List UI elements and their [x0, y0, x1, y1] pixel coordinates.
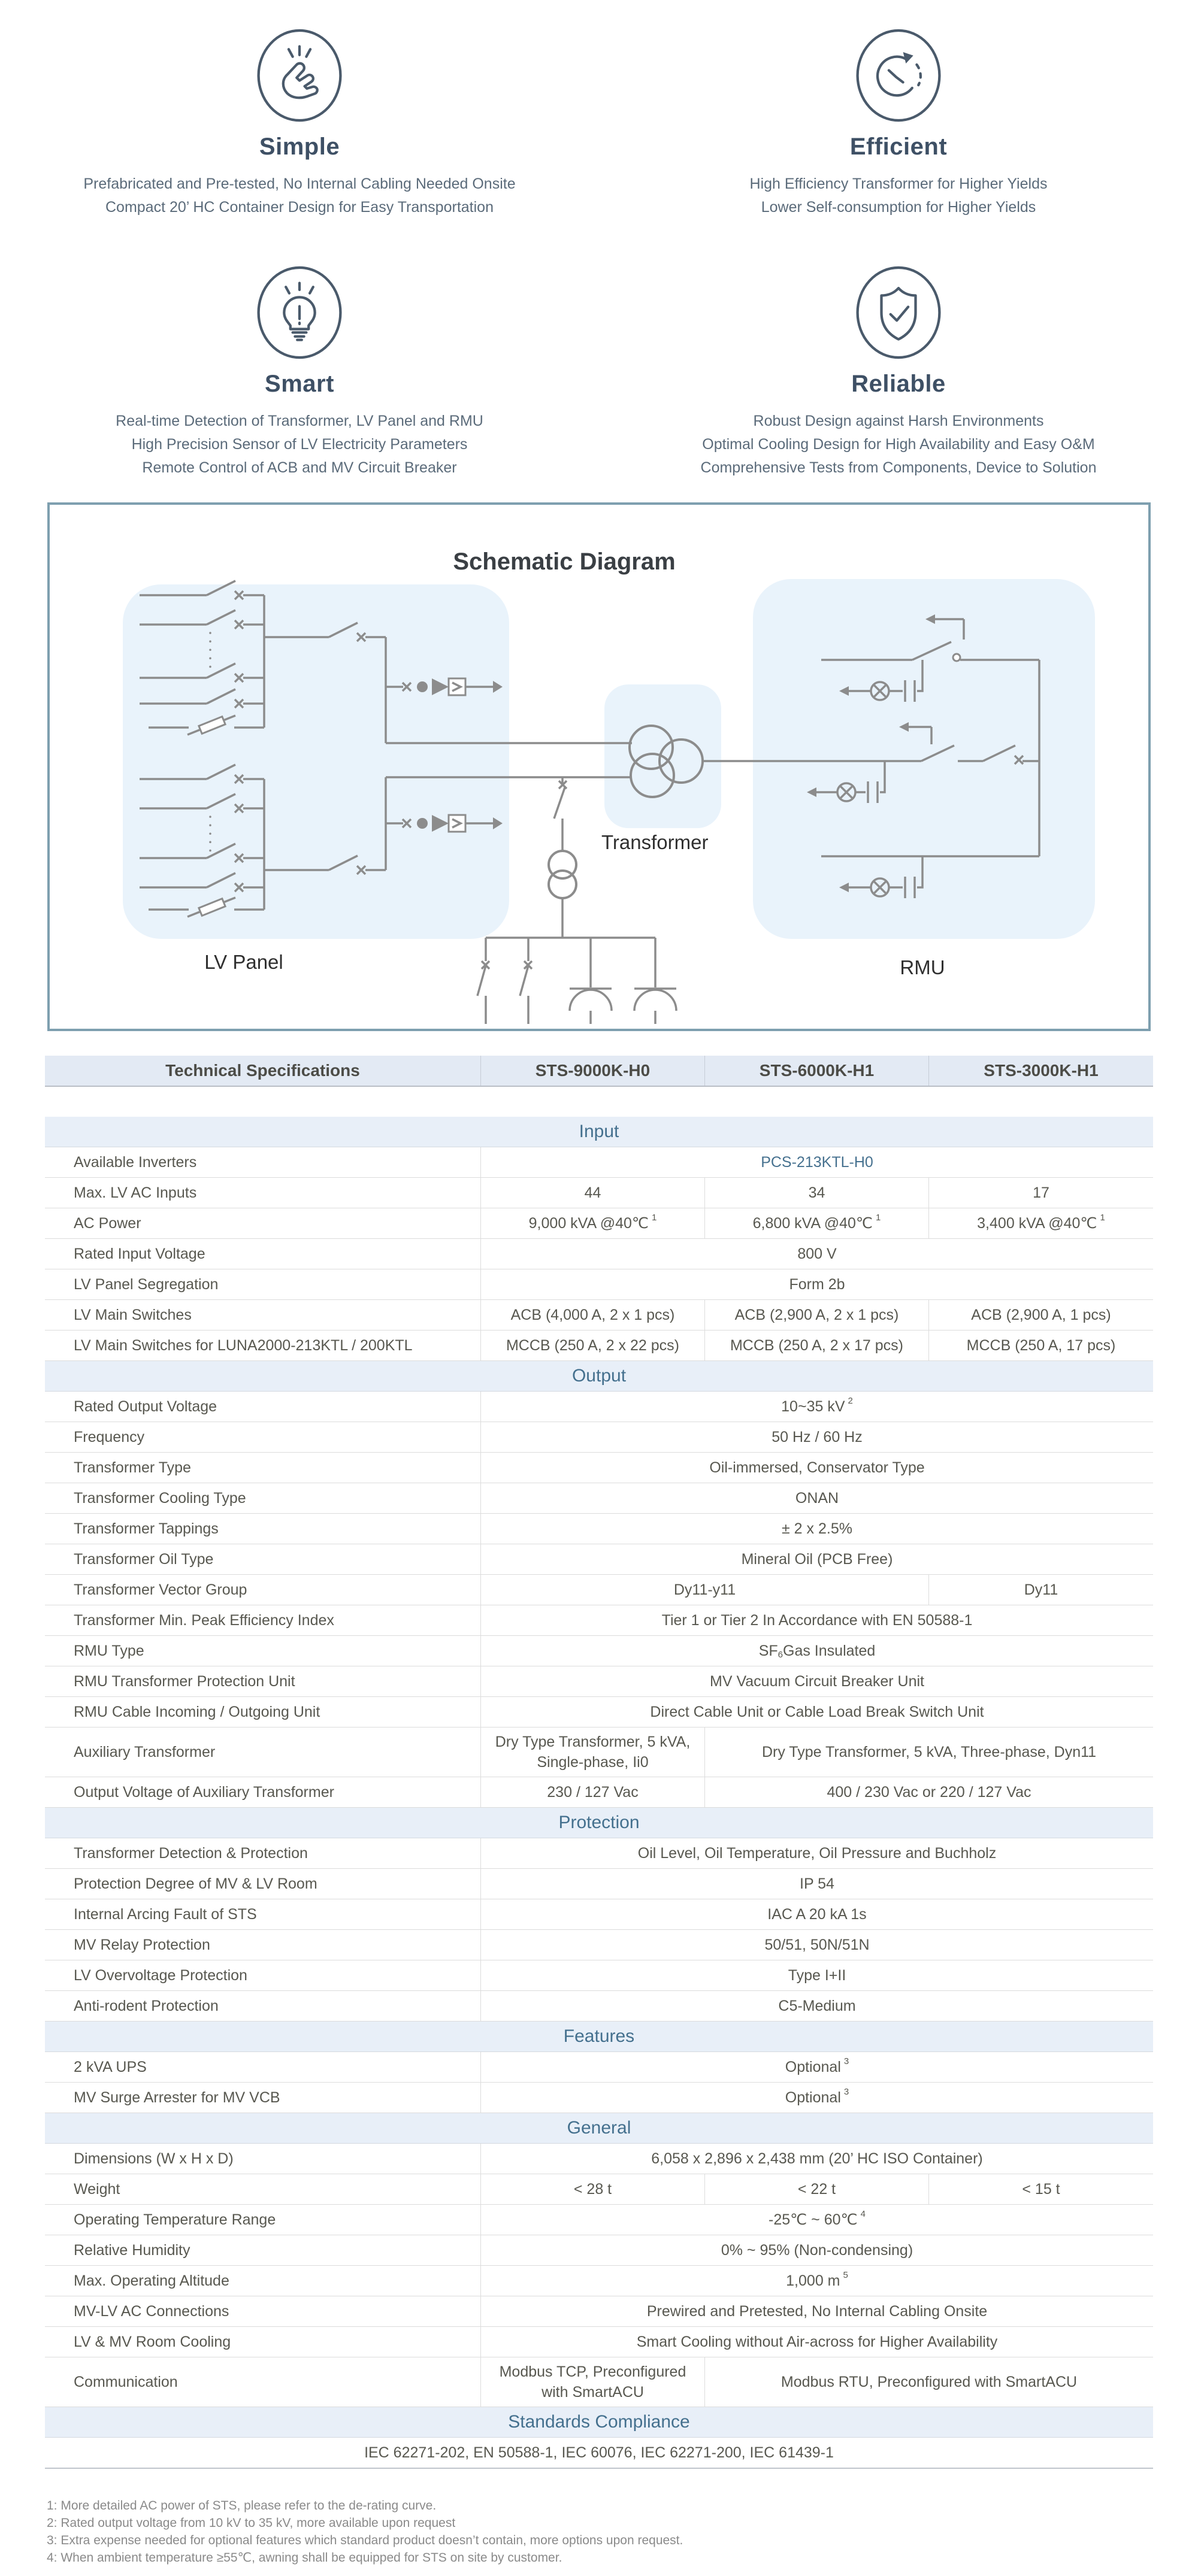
- spec-row: [45, 1392, 1153, 1422]
- spec-label: Transformer Oil Type: [74, 1551, 214, 1568]
- spec-label: Communication: [74, 2374, 178, 2390]
- spec-value: PCS-213KTL-H0: [480, 1147, 1153, 1177]
- spec-label: Max. Operating Altitude: [74, 2272, 229, 2289]
- spec-row: [45, 1899, 1153, 1930]
- header-sts-3000k-h1: STS-3000K-H1: [928, 1056, 1153, 1086]
- spec-value: Mineral Oil (PCB Free): [480, 1544, 1153, 1574]
- spec-row: [45, 1605, 1153, 1636]
- clock-icon: [853, 27, 944, 124]
- spec-row: [45, 1697, 1153, 1728]
- spec-value: 10~35 kV $^2$: [480, 1392, 1153, 1422]
- shield-check-icon: [853, 264, 944, 361]
- spec-label: MV Surge Arrester for MV VCB: [74, 2089, 280, 2106]
- spec-value: 50/51, 50N/51N: [480, 1930, 1153, 1960]
- spec-label: Transformer Vector Group: [74, 1581, 247, 1598]
- spec-value: Tier 1 or Tier 2 In Accordance with EN 50588-1: [480, 1605, 1153, 1635]
- feature-title: Efficient: [849, 134, 948, 160]
- spec-value: MV Vacuum Circuit Breaker Unit: [480, 1666, 1153, 1696]
- spec-label: LV & MV Room Cooling: [74, 2333, 231, 2350]
- spec-label: Transformer Cooling Type: [74, 1490, 246, 1507]
- spec-value: MCCB (250 A, 2 x 22 pcs): [480, 1331, 704, 1360]
- spec-value: Modbus RTU, Preconfigured with SmartACU: [704, 2357, 1153, 2407]
- spec-value: < 15 t: [928, 2174, 1153, 2204]
- spec-row: [45, 1991, 1153, 2022]
- spec-row: [45, 1300, 1153, 1331]
- spec-value: 44: [480, 1178, 704, 1208]
- spec-label: Transformer Type: [74, 1459, 191, 1476]
- spec-label: LV Main Switches: [74, 1307, 192, 1323]
- spec-row: [45, 1728, 1153, 1777]
- footnote: 3: Extra expense needed for optional features which standard product doesn’t contain, more options upon request.: [47, 2533, 683, 2547]
- header-sts-9000k-h0: STS-9000K-H0: [480, 1056, 704, 1086]
- spec-label: Operating Temperature Range: [74, 2211, 276, 2228]
- spec-value: Type I+II: [480, 1960, 1153, 1990]
- spec-label: Frequency: [74, 1429, 145, 1445]
- feature-efficient: [599, 27, 1198, 219]
- spec-value: 17: [928, 1178, 1153, 1208]
- spec-row: [45, 1147, 1153, 1178]
- spec-value: 400 / 230 Vac or 220 / 127 Vac: [704, 1777, 1153, 1807]
- feature-description: Robust Design against Harsh Environments Optimal Cooling Design for High Availability and Easy O&M Comprehensive Tests from Components, Device to Solution: [700, 413, 1097, 476]
- spec-value: Dry Type Transformer, 5 kVA, Three-phase, Dyn11: [704, 1728, 1153, 1777]
- spec-label: Weight: [74, 2181, 120, 2198]
- spec-row: [45, 1483, 1153, 1514]
- spec-value: 800 V: [480, 1239, 1153, 1269]
- spec-value: Oil Level, Oil Temperature, Oil Pressure and Buchholz: [480, 1838, 1153, 1868]
- spec-row: [45, 1269, 1153, 1300]
- spec-value: < 28 t: [480, 2174, 704, 2204]
- spec-value: 50 Hz / 60 Hz: [480, 1422, 1153, 1452]
- spec-value: 6,058 x 2,896 x 2,438 mm (20’ HC ISO Container): [480, 2144, 1153, 2174]
- lightbulb-icon: [254, 264, 345, 361]
- feature-description: Prefabricated and Pre-tested, No Internal Cabling Needed Onsite Compact 20’ HC Container Design for Easy Transportation: [83, 175, 516, 216]
- spec-value: Dy11: [928, 1575, 1153, 1605]
- spec-row: [45, 1453, 1153, 1483]
- feature-smart: [0, 264, 599, 480]
- feature-simple: [0, 27, 599, 219]
- spec-value: MCCB (250 A, 2 x 17 pcs): [704, 1331, 928, 1360]
- header-technical-specifications: Technical Specifications: [165, 1061, 360, 1080]
- footnote: 1: More detailed AC power of STS, please refer to the de-rating curve.: [47, 2499, 437, 2513]
- spec-label: Anti-rodent Protection: [74, 1998, 219, 2014]
- feature-description: High Efficiency Transformer for Higher Yields Lower Self-consumption for Higher Yields: [749, 175, 1048, 216]
- spec-label: MV Relay Protection: [74, 1936, 210, 1953]
- spec-row: [45, 1777, 1153, 1808]
- header-sts-6000k-h1: STS-6000K-H1: [704, 1056, 928, 1086]
- spec-label: RMU Transformer Protection Unit: [74, 1673, 295, 1690]
- spec-value: 230 / 127 Vac: [480, 1777, 704, 1807]
- spec-row: [45, 2174, 1153, 2205]
- spec-row: [45, 1422, 1153, 1453]
- feature-grid: [0, 0, 1198, 480]
- spec-label: Transformer Min. Peak Efficiency Index: [74, 1612, 334, 1629]
- spec-row: [45, 2357, 1153, 2407]
- spec-label: LV Main Switches for LUNA2000-213KTL / 200KTL: [74, 1337, 413, 1354]
- spec-row: [45, 1208, 1153, 1239]
- spec-label: Output Voltage of Auxiliary Transformer: [74, 1784, 334, 1801]
- spec-row: [45, 2327, 1153, 2357]
- spec-row: [45, 1178, 1153, 1208]
- spec-label: Auxiliary Transformer: [74, 1744, 216, 1760]
- spec-value: ACB (2,900 A, 1 pcs): [928, 1300, 1153, 1330]
- rmu-label: RMU: [900, 956, 945, 978]
- spec-label: Protection Degree of MV & LV Room: [74, 1875, 317, 1892]
- spec-label: AC Power: [74, 1215, 141, 1232]
- section-header: Protection: [45, 1808, 1153, 1838]
- feature-description: Real-time Detection of Transformer, LV Panel and RMU High Precision Sensor of LV Electricity Parameters Remote Control of ACB and MV Circuit Breaker: [116, 413, 483, 476]
- spec-row: [45, 2296, 1153, 2327]
- spec-label: 2 kVA UPS: [74, 2059, 147, 2075]
- spec-row: [45, 2438, 1153, 2469]
- spec-row: [45, 2083, 1153, 2113]
- spec-label: Available Inverters: [74, 1154, 197, 1171]
- spec-row: [45, 1838, 1153, 1869]
- spec-label: Relative Humidity: [74, 2242, 190, 2259]
- feature-title: Simple: [259, 134, 340, 160]
- spec-label: Max. LV AC Inputs: [74, 1184, 197, 1201]
- spec-value: Direct Cable Unit or Cable Load Break Switch Unit: [480, 1697, 1153, 1727]
- spec-label: Rated Output Voltage: [74, 1398, 217, 1415]
- feature-title: Smart: [265, 371, 334, 397]
- spec-value: Dy11-y11: [480, 1575, 928, 1605]
- spec-row: [45, 2235, 1153, 2266]
- spec-value: C5-Medium: [480, 1991, 1153, 2021]
- spec-label: RMU Cable Incoming / Outgoing Unit: [74, 1704, 320, 1720]
- spec-value: MCCB (250 A, 17 pcs): [928, 1331, 1153, 1360]
- spec-label: RMU Type: [74, 1642, 144, 1659]
- spec-value: SF $_6$ Gas Insulated: [480, 1636, 1153, 1666]
- spec-row: [45, 2205, 1153, 2235]
- spec-label: MV-LV AC Connections: [74, 2303, 229, 2320]
- spec-row: [45, 1960, 1153, 1991]
- spec-label: LV Panel Segregation: [74, 1276, 219, 1293]
- spec-row: [45, 1575, 1153, 1605]
- spec-row: [45, 2266, 1153, 2296]
- footnote: 4: When ambient temperature ≥55℃, awning shall be equipped for STS on site by customer.: [47, 2551, 562, 2565]
- spec-row: [45, 1331, 1153, 1361]
- spec-row: [45, 2144, 1153, 2174]
- spec-value: ACB (2,900 A, 2 x 1 pcs): [704, 1300, 928, 1330]
- spec-value: < 22 t: [704, 2174, 928, 2204]
- spec-label: Transformer Detection & Protection: [74, 1845, 308, 1862]
- schematic-diagram: [47, 502, 1151, 1031]
- spec-value: 3,400 kVA @40℃ $^1$: [928, 1208, 1153, 1238]
- footnotes: [47, 2497, 1198, 2566]
- feature-reliable: [599, 264, 1198, 480]
- section-header: Features: [45, 2022, 1153, 2052]
- spec-label: Rated Input Voltage: [74, 1245, 205, 1262]
- spec-row: [45, 1514, 1153, 1544]
- spec-value: 34: [704, 1178, 928, 1208]
- spec-value: Form 2b: [480, 1269, 1153, 1299]
- spec-label: Dimensions (W x H x D): [74, 2150, 234, 2167]
- spec-value: Prewired and Pretested, No Internal Cabling Onsite: [480, 2296, 1153, 2326]
- spec-value: Oil-immersed, Conservator Type: [480, 1453, 1153, 1483]
- spec-value: ± 2 x 2.5%: [480, 1514, 1153, 1544]
- spec-value: Smart Cooling without Air-across for Higher Availability: [480, 2327, 1153, 2357]
- spec-value: -25℃ ~ 60℃ $^4$: [480, 2205, 1153, 2235]
- spec-value: 1,000 m $^5$: [480, 2266, 1153, 2296]
- spec-value: 0% ~ 95% (Non-condensing): [480, 2235, 1153, 2265]
- spec-value: 9,000 kVA @40℃ $^1$: [480, 1208, 704, 1238]
- spec-value: Modbus TCP, Preconfigured with SmartACU: [480, 2357, 704, 2407]
- spec-value: IEC 62271-202, EN 50588-1, IEC 60076, IEC 62271-200, IEC 61439-1: [364, 2444, 834, 2461]
- section-header: Standards Compliance: [45, 2407, 1153, 2438]
- spec-row: [45, 2052, 1153, 2083]
- spec-table-body: [45, 1117, 1153, 2469]
- spec-value: IAC A 20 kA 1s: [480, 1899, 1153, 1929]
- spec-value: Dry Type Transformer, 5 kVA, Single-phase, Ii0: [480, 1728, 704, 1777]
- spec-row: [45, 1666, 1153, 1697]
- spec-label: Internal Arcing Fault of STS: [74, 1906, 257, 1923]
- spec-row: [45, 1239, 1153, 1269]
- spec-label: Transformer Tappings: [74, 1520, 219, 1537]
- spec-value: Optional $^3$: [480, 2083, 1153, 2113]
- spec-table: [45, 1056, 1153, 2469]
- feature-title: Reliable: [851, 371, 946, 397]
- spec-value: ONAN: [480, 1483, 1153, 1513]
- transformer-label: Transformer: [601, 831, 709, 853]
- spec-row: [45, 1636, 1153, 1666]
- spec-table-header: [45, 1056, 1153, 1087]
- spec-value: Optional $^3$: [480, 2052, 1153, 2082]
- section-header: Input: [45, 1117, 1153, 1147]
- lv-panel-label: LV Panel: [204, 951, 283, 973]
- spec-value: ACB (4,000 A, 2 x 1 pcs): [480, 1300, 704, 1330]
- spec-row: [45, 1930, 1153, 1960]
- schematic-title: Schematic Diagram: [453, 548, 676, 575]
- spec-row: [45, 1544, 1153, 1575]
- snap-fingers-icon: [254, 27, 345, 124]
- spec-label: LV Overvoltage Protection: [74, 1967, 247, 1984]
- section-header: Output: [45, 1361, 1153, 1392]
- spec-value: 6,800 kVA @40℃ $^1$: [704, 1208, 928, 1238]
- spec-row: [45, 1869, 1153, 1899]
- footnote: 2: Rated output voltage from 10 kV to 35 kV, more available upon request: [47, 2516, 456, 2530]
- section-header: General: [45, 2113, 1153, 2144]
- spec-value: IP 54: [480, 1869, 1153, 1899]
